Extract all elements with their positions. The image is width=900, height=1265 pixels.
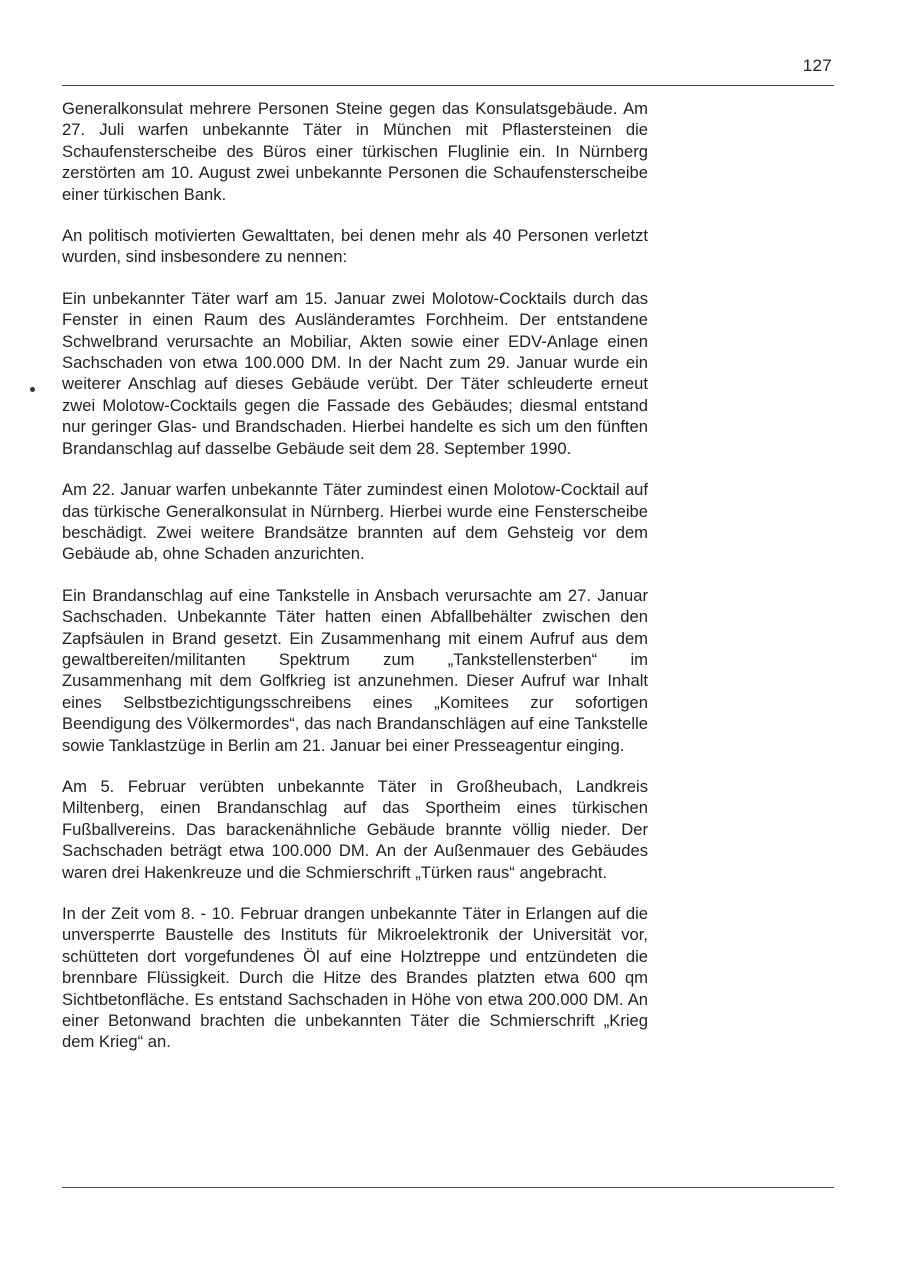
paragraph-5: Ein Brandanschlag auf eine Tankstelle in Ansbach verursachte am 27. Januar Sachschaden. Unbekannte Täter hatten einen Abfallbehälter zwischen den Zapfsäulen in Brand gesetzt. Ein Zusammenhang mit einem Aufruf aus dem gewaltbereiten/militanten Spektrum zum „Tankstellensterben“ im Zusammenhang mit dem Golfkrieg ist anzunehmen. Dieser Aufruf war Inhalt eines Selbstbezichtigungsschreibens eines „Komitees zur sofortigen Beendigung des Völkermordes“, das nach Brandanschlägen auf eine Tankstelle sowie Tanklastzüge in Berlin am 21. Januar bei einer Presseagentur einging.: [62, 585, 648, 755]
paragraph-7: In der Zeit vom 8. - 10. Februar drangen unbekannte Täter in Erlangen auf die unversperrte Baustelle des Instituts für Mikroelektronik der Universität vor, schütteten dort vorgefundenes Öl auf eine Holztreppe und entzündeten die brennbare Flüssigkeit. Durch die Hitze des Brandes platzten etwa 600 qm Sichtbetonfläche. Es entstand Sachschaden in Höhe von etwa 200.000 DM. An einer Betonwand brachten die unbekannten Täter die Schmierschrift „Krieg dem Krieg“ an.: [62, 904, 648, 1052]
body-text: [62, 98, 648, 1073]
paragraph-2: An politisch motivierten Gewalttaten, bei denen mehr als 40 Personen verletzt wurden, sind insbesondere zu nennen:: [62, 226, 648, 267]
paragraph-1: Generalkonsulat mehrere Personen Steine gegen das Konsulatsgebäude. Am 27. Juli warfen unbekannte Täter in München mit Pflastersteinen die Schaufensterscheibe des Büros einer türkischen Fluglinie ein. In Nürnberg zerstörten am 10. August zwei unbekannte Personen die Schaufensterscheibe einer türkischen Bank.: [62, 99, 648, 204]
paragraph-3: Ein unbekannter Täter warf am 15. Januar zwei Molotow-Cocktails durch das Fenster in einen Raum des Ausländeramtes Forchheim. Der entstandene Schwelbrand verursachte an Mobiliar, Akten sowie einer EDV-Anlage einen Sachschaden von etwa 100.000 DM. In der Nacht zum 29. Januar wurde ein weiterer Anschlag auf dieses Gebäude verübt. Der Täter schleuderte erneut zwei Molotow-Cocktails gegen die Fassade des Gebäudes; diesmal entstand nur geringer Glas- und Brandschaden. Hierbei handelte es sich um den fünften Brandanschlag auf dasselbe Gebäude seit dem 28. September 1990.: [62, 288, 648, 458]
margin-dot-mark: [30, 387, 35, 392]
paragraph-4: Am 22. Januar warfen unbekannte Täter zumindest einen Molotow-Cocktail auf das türkische Generalkonsulat in Nürnberg. Hierbei wurde eine Fensterscheibe beschädigt. Zwei weitere Brandsätze brannten auf dem Gehsteig vor dem Gebäude ab, ohne Schaden anzurichten.: [62, 480, 648, 564]
page-number: 127: [802, 56, 832, 75]
bottom-rule: [62, 1187, 834, 1188]
paragraph-6: Am 5. Februar verübten unbekannte Täter in Großheubach, Landkreis Miltenberg, einen Brandanschlag auf das Sportheim eines türkischen Fußballvereins. Das barackenähnliche Gebäude brannte völlig nieder. Der Sachschaden beträgt etwa 100.000 DM. An der Außenmauer des Gebäudes waren drei Hakenkreuze und die Schmierschrift „Türken raus“ angebracht.: [62, 776, 648, 882]
top-rule: [62, 85, 834, 86]
